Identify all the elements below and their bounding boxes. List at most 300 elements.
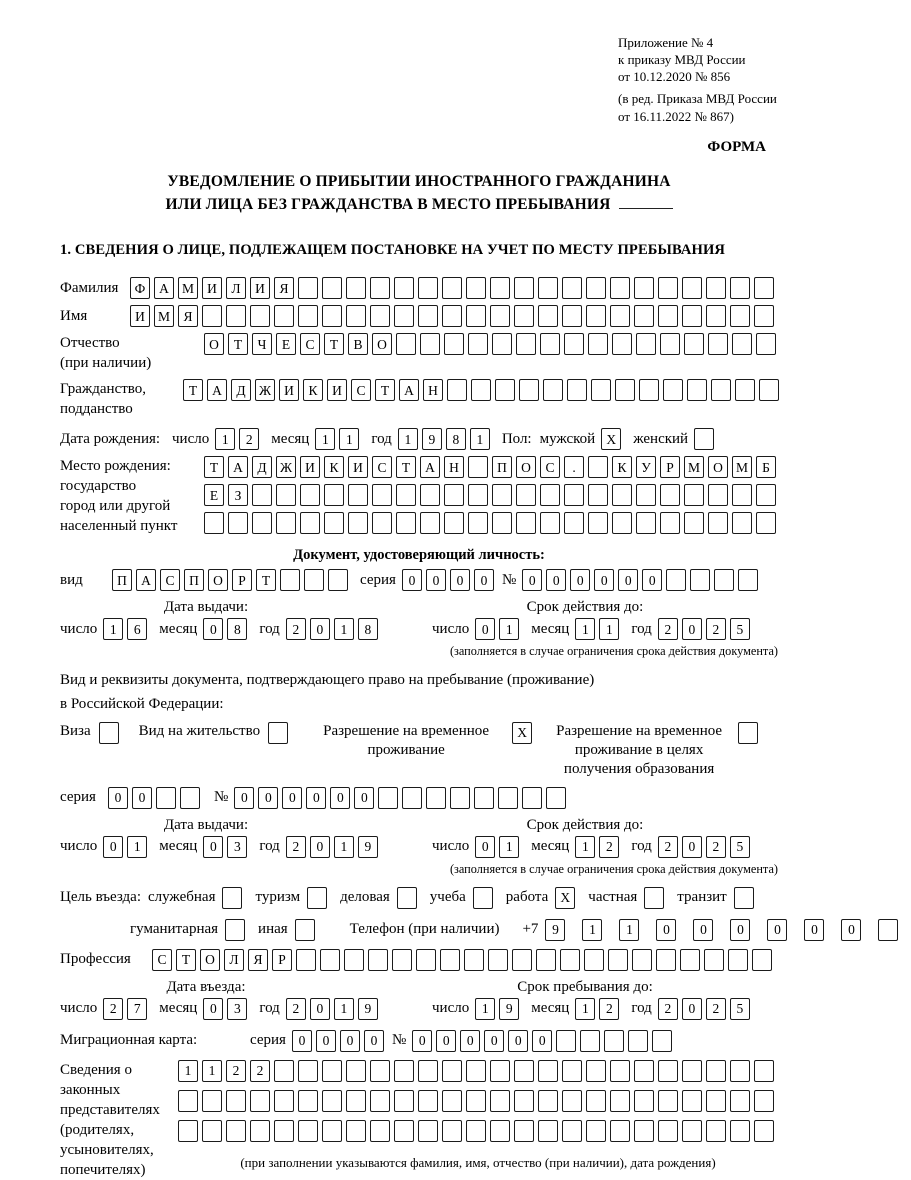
char-box[interactable] [562, 277, 582, 299]
char-box[interactable] [660, 512, 680, 534]
purpose-transit-checkbox[interactable] [734, 887, 754, 909]
char-box[interactable]: Д [252, 456, 272, 478]
char-box[interactable]: О [372, 333, 392, 355]
char-box[interactable]: 2 [103, 998, 123, 1020]
char-box[interactable] [610, 1090, 630, 1112]
char-box[interactable] [632, 949, 652, 971]
char-box[interactable] [878, 919, 898, 941]
char-box[interactable] [392, 949, 412, 971]
char-box[interactable]: 0 [310, 836, 330, 858]
char-box[interactable]: С [540, 456, 560, 478]
char-box[interactable] [588, 484, 608, 506]
char-box[interactable] [604, 1030, 624, 1052]
char-box[interactable]: С [300, 333, 320, 355]
char-box[interactable] [546, 787, 566, 809]
char-box[interactable] [735, 379, 755, 401]
char-box[interactable] [658, 1090, 678, 1112]
char-box[interactable] [370, 1060, 390, 1082]
char-box[interactable] [178, 1090, 198, 1112]
char-box[interactable] [442, 1060, 462, 1082]
char-box[interactable]: О [200, 949, 220, 971]
char-box[interactable] [634, 1060, 654, 1082]
char-box[interactable]: 1 [339, 428, 359, 450]
char-box[interactable] [682, 277, 702, 299]
char-box[interactable]: 1 [178, 1060, 198, 1082]
char-box[interactable] [402, 787, 422, 809]
char-box[interactable] [298, 277, 318, 299]
char-box[interactable] [656, 949, 676, 971]
char-box[interactable]: 5 [730, 836, 750, 858]
char-box[interactable] [226, 1120, 246, 1142]
char-box[interactable] [658, 277, 678, 299]
char-box[interactable]: П [492, 456, 512, 478]
char-box[interactable] [516, 333, 536, 355]
char-box[interactable]: 0 [682, 618, 702, 640]
char-box[interactable] [536, 949, 556, 971]
char-box[interactable] [322, 305, 342, 327]
char-box[interactable]: 9 [422, 428, 442, 450]
char-box[interactable] [759, 379, 779, 401]
char-box[interactable] [615, 379, 635, 401]
char-box[interactable]: 1 [215, 428, 235, 450]
char-box[interactable]: 1 [398, 428, 418, 450]
char-box[interactable] [442, 1090, 462, 1112]
char-box[interactable] [322, 1120, 342, 1142]
char-box[interactable] [178, 1120, 198, 1142]
char-box[interactable]: 2 [658, 998, 678, 1020]
char-box[interactable] [348, 484, 368, 506]
char-box[interactable] [610, 305, 630, 327]
char-box[interactable]: 0 [508, 1030, 528, 1052]
char-box[interactable] [156, 787, 176, 809]
char-box[interactable]: 0 [203, 836, 223, 858]
char-box[interactable]: О [708, 456, 728, 478]
residence-permit-checkbox[interactable] [268, 722, 288, 744]
char-box[interactable] [274, 1120, 294, 1142]
char-box[interactable] [466, 1090, 486, 1112]
char-box[interactable]: Т [204, 456, 224, 478]
char-box[interactable] [298, 305, 318, 327]
char-box[interactable] [490, 1120, 510, 1142]
char-box[interactable]: 3 [227, 836, 247, 858]
char-box[interactable]: С [160, 569, 180, 591]
char-box[interactable] [756, 333, 776, 355]
char-box[interactable] [682, 1090, 702, 1112]
char-box[interactable] [708, 333, 728, 355]
char-box[interactable] [708, 512, 728, 534]
char-box[interactable] [538, 1060, 558, 1082]
char-box[interactable]: 0 [730, 919, 750, 941]
char-box[interactable]: 0 [682, 836, 702, 858]
char-box[interactable] [276, 512, 296, 534]
char-box[interactable]: 0 [618, 569, 638, 591]
char-box[interactable] [466, 1060, 486, 1082]
char-box[interactable] [250, 1090, 270, 1112]
char-box[interactable]: 9 [545, 919, 565, 941]
char-box[interactable]: У [636, 456, 656, 478]
char-box[interactable] [634, 305, 654, 327]
char-box[interactable] [274, 1090, 294, 1112]
char-box[interactable]: 0 [804, 919, 824, 941]
char-box[interactable] [738, 569, 758, 591]
char-box[interactable] [372, 484, 392, 506]
char-box[interactable]: 1 [127, 836, 147, 858]
char-box[interactable] [304, 569, 324, 591]
char-box[interactable]: 5 [730, 998, 750, 1020]
char-box[interactable]: 0 [475, 618, 495, 640]
char-box[interactable] [564, 512, 584, 534]
char-box[interactable]: А [228, 456, 248, 478]
char-box[interactable] [556, 1030, 576, 1052]
char-box[interactable]: С [372, 456, 392, 478]
char-box[interactable] [636, 512, 656, 534]
purpose-tourism-checkbox[interactable] [307, 887, 327, 909]
char-box[interactable]: Н [423, 379, 443, 401]
char-box[interactable] [300, 484, 320, 506]
char-box[interactable] [320, 949, 340, 971]
char-box[interactable] [684, 333, 704, 355]
char-box[interactable]: 0 [234, 787, 254, 809]
char-box[interactable]: Б [756, 456, 776, 478]
char-box[interactable] [418, 277, 438, 299]
char-box[interactable] [298, 1090, 318, 1112]
char-box[interactable] [444, 333, 464, 355]
char-box[interactable]: 0 [570, 569, 590, 591]
char-box[interactable]: 0 [682, 998, 702, 1020]
char-box[interactable] [252, 512, 272, 534]
char-box[interactable] [250, 1120, 270, 1142]
char-box[interactable]: 3 [227, 998, 247, 1020]
char-box[interactable] [732, 512, 752, 534]
char-box[interactable] [418, 1060, 438, 1082]
char-box[interactable] [754, 1120, 774, 1142]
char-box[interactable]: 1 [334, 998, 354, 1020]
char-box[interactable]: 9 [499, 998, 519, 1020]
char-box[interactable]: Я [274, 277, 294, 299]
char-box[interactable]: Д [231, 379, 251, 401]
char-box[interactable] [468, 456, 488, 478]
char-box[interactable] [564, 484, 584, 506]
char-box[interactable] [490, 1090, 510, 1112]
char-box[interactable]: О [204, 333, 224, 355]
char-box[interactable] [538, 305, 558, 327]
char-box[interactable] [538, 1120, 558, 1142]
char-box[interactable] [370, 277, 390, 299]
char-box[interactable]: Ч [252, 333, 272, 355]
char-box[interactable] [634, 1090, 654, 1112]
char-box[interactable] [442, 277, 462, 299]
char-box[interactable]: Т [228, 333, 248, 355]
char-box[interactable] [474, 787, 494, 809]
char-box[interactable] [591, 379, 611, 401]
char-box[interactable]: Л [224, 949, 244, 971]
char-box[interactable]: И [279, 379, 299, 401]
char-box[interactable] [652, 1030, 672, 1052]
char-box[interactable] [540, 484, 560, 506]
char-box[interactable]: 0 [132, 787, 152, 809]
char-box[interactable] [714, 569, 734, 591]
char-box[interactable]: 0 [412, 1030, 432, 1052]
char-box[interactable] [492, 512, 512, 534]
purpose-private-checkbox[interactable] [644, 887, 664, 909]
char-box[interactable]: 0 [310, 618, 330, 640]
char-box[interactable] [687, 379, 707, 401]
char-box[interactable] [346, 1060, 366, 1082]
char-box[interactable] [444, 512, 464, 534]
char-box[interactable]: И [327, 379, 347, 401]
char-box[interactable] [538, 277, 558, 299]
char-box[interactable]: Я [178, 305, 198, 327]
char-box[interactable] [732, 484, 752, 506]
char-box[interactable] [680, 949, 700, 971]
char-box[interactable] [754, 277, 774, 299]
char-box[interactable]: 2 [286, 998, 306, 1020]
char-box[interactable]: М [154, 305, 174, 327]
char-box[interactable] [180, 787, 200, 809]
char-box[interactable]: 0 [364, 1030, 384, 1052]
char-box[interactable] [514, 1060, 534, 1082]
char-box[interactable] [324, 484, 344, 506]
char-box[interactable] [636, 333, 656, 355]
char-box[interactable] [418, 1090, 438, 1112]
char-box[interactable]: 2 [239, 428, 259, 450]
char-box[interactable] [639, 379, 659, 401]
char-box[interactable]: И [250, 277, 270, 299]
char-box[interactable]: 0 [316, 1030, 336, 1052]
char-box[interactable] [442, 305, 462, 327]
char-box[interactable] [447, 379, 467, 401]
char-box[interactable] [426, 787, 446, 809]
char-box[interactable] [274, 305, 294, 327]
char-box[interactable]: 0 [841, 919, 861, 941]
char-box[interactable]: 1 [202, 1060, 222, 1082]
char-box[interactable]: Ж [276, 456, 296, 478]
char-box[interactable] [368, 949, 388, 971]
char-box[interactable] [370, 1090, 390, 1112]
char-box[interactable] [708, 484, 728, 506]
char-box[interactable]: 0 [310, 998, 330, 1020]
char-box[interactable]: 8 [227, 618, 247, 640]
char-box[interactable] [322, 1090, 342, 1112]
char-box[interactable] [346, 1090, 366, 1112]
char-box[interactable]: Я [248, 949, 268, 971]
visa-checkbox[interactable] [99, 722, 119, 744]
char-box[interactable]: 9 [358, 998, 378, 1020]
char-box[interactable] [444, 484, 464, 506]
char-box[interactable] [608, 949, 628, 971]
char-box[interactable] [512, 949, 532, 971]
char-box[interactable]: 0 [436, 1030, 456, 1052]
char-box[interactable]: 2 [658, 836, 678, 858]
char-box[interactable] [586, 1090, 606, 1112]
char-box[interactable] [466, 277, 486, 299]
char-box[interactable]: С [152, 949, 172, 971]
char-box[interactable] [732, 333, 752, 355]
char-box[interactable] [612, 512, 632, 534]
char-box[interactable] [567, 379, 587, 401]
char-box[interactable] [564, 333, 584, 355]
purpose-humanitarian-checkbox[interactable] [225, 919, 245, 941]
char-box[interactable]: 1 [599, 618, 619, 640]
char-box[interactable]: 0 [532, 1030, 552, 1052]
char-box[interactable]: 2 [226, 1060, 246, 1082]
char-box[interactable]: Т [176, 949, 196, 971]
char-box[interactable] [580, 1030, 600, 1052]
char-box[interactable]: Т [375, 379, 395, 401]
char-box[interactable] [202, 1120, 222, 1142]
char-box[interactable] [344, 949, 364, 971]
char-box[interactable]: 0 [340, 1030, 360, 1052]
char-box[interactable] [202, 305, 222, 327]
char-box[interactable]: М [684, 456, 704, 478]
char-box[interactable] [586, 1120, 606, 1142]
char-box[interactable]: 6 [127, 618, 147, 640]
char-box[interactable] [538, 1090, 558, 1112]
char-box[interactable]: 1 [499, 836, 519, 858]
char-box[interactable] [322, 277, 342, 299]
char-box[interactable] [274, 1060, 294, 1082]
char-box[interactable] [346, 1120, 366, 1142]
char-box[interactable]: Н [444, 456, 464, 478]
char-box[interactable]: 1 [334, 836, 354, 858]
char-box[interactable] [468, 484, 488, 506]
char-box[interactable]: 2 [706, 998, 726, 1020]
char-box[interactable]: 5 [730, 618, 750, 640]
char-box[interactable] [298, 1060, 318, 1082]
char-box[interactable] [660, 333, 680, 355]
char-box[interactable] [730, 305, 750, 327]
char-box[interactable] [560, 949, 580, 971]
char-box[interactable] [468, 333, 488, 355]
purpose-business-checkbox[interactable] [397, 887, 417, 909]
char-box[interactable] [498, 787, 518, 809]
char-box[interactable]: Е [204, 484, 224, 506]
char-box[interactable]: 0 [656, 919, 676, 941]
char-box[interactable] [418, 1120, 438, 1142]
char-box[interactable] [634, 277, 654, 299]
char-box[interactable] [516, 484, 536, 506]
char-box[interactable]: 0 [292, 1030, 312, 1052]
char-box[interactable]: В [348, 333, 368, 355]
char-box[interactable] [562, 305, 582, 327]
char-box[interactable] [420, 512, 440, 534]
char-box[interactable]: А [420, 456, 440, 478]
char-box[interactable] [466, 305, 486, 327]
char-box[interactable] [492, 484, 512, 506]
char-box[interactable] [586, 277, 606, 299]
char-box[interactable] [298, 1120, 318, 1142]
char-box[interactable] [378, 787, 398, 809]
char-box[interactable] [704, 949, 724, 971]
char-box[interactable] [396, 333, 416, 355]
char-box[interactable]: Е [276, 333, 296, 355]
char-box[interactable] [610, 1060, 630, 1082]
char-box[interactable] [468, 512, 488, 534]
char-box[interactable] [514, 277, 534, 299]
char-box[interactable] [226, 305, 246, 327]
char-box[interactable] [706, 1120, 726, 1142]
char-box[interactable]: 1 [103, 618, 123, 640]
char-box[interactable] [706, 1060, 726, 1082]
char-box[interactable] [250, 305, 270, 327]
char-box[interactable] [752, 949, 772, 971]
char-box[interactable] [754, 1090, 774, 1112]
char-box[interactable]: 0 [594, 569, 614, 591]
char-box[interactable]: А [399, 379, 419, 401]
char-box[interactable]: 0 [354, 787, 374, 809]
purpose-other-checkbox[interactable] [295, 919, 315, 941]
char-box[interactable] [628, 1030, 648, 1052]
char-box[interactable] [612, 333, 632, 355]
char-box[interactable]: 1 [582, 919, 602, 941]
char-box[interactable] [663, 379, 683, 401]
char-box[interactable] [690, 569, 710, 591]
char-box[interactable]: 1 [315, 428, 335, 450]
char-box[interactable]: Ф [130, 277, 150, 299]
char-box[interactable]: 0 [306, 787, 326, 809]
char-box[interactable]: 1 [575, 998, 595, 1020]
char-box[interactable]: 0 [767, 919, 787, 941]
char-box[interactable] [488, 949, 508, 971]
char-box[interactable]: 2 [250, 1060, 270, 1082]
char-box[interactable]: А [154, 277, 174, 299]
char-box[interactable] [706, 1090, 726, 1112]
char-box[interactable] [280, 569, 300, 591]
char-box[interactable] [682, 305, 702, 327]
char-box[interactable] [490, 277, 510, 299]
char-box[interactable]: 1 [499, 618, 519, 640]
char-box[interactable] [682, 1060, 702, 1082]
char-box[interactable]: 1 [470, 428, 490, 450]
char-box[interactable] [276, 484, 296, 506]
char-box[interactable]: С [351, 379, 371, 401]
char-box[interactable]: Р [272, 949, 292, 971]
char-box[interactable] [584, 949, 604, 971]
char-box[interactable]: Т [324, 333, 344, 355]
char-box[interactable]: Т [396, 456, 416, 478]
char-box[interactable] [660, 484, 680, 506]
temp-residence-checkbox[interactable]: X [512, 722, 532, 744]
char-box[interactable] [442, 1120, 462, 1142]
char-box[interactable] [543, 379, 563, 401]
char-box[interactable] [396, 512, 416, 534]
char-box[interactable]: 7 [127, 998, 147, 1020]
temp-residence-education-checkbox[interactable] [738, 722, 758, 744]
char-box[interactable]: 2 [706, 836, 726, 858]
char-box[interactable] [636, 484, 656, 506]
char-box[interactable] [756, 484, 776, 506]
char-box[interactable]: 1 [334, 618, 354, 640]
char-box[interactable] [610, 277, 630, 299]
char-box[interactable] [562, 1120, 582, 1142]
char-box[interactable] [495, 379, 515, 401]
char-box[interactable]: 0 [203, 998, 223, 1020]
char-box[interactable] [348, 512, 368, 534]
char-box[interactable]: 0 [642, 569, 662, 591]
purpose-official-checkbox[interactable] [222, 887, 242, 909]
char-box[interactable] [522, 787, 542, 809]
char-box[interactable] [370, 1120, 390, 1142]
char-box[interactable] [562, 1060, 582, 1082]
char-box[interactable]: 8 [358, 618, 378, 640]
char-box[interactable] [466, 1120, 486, 1142]
char-box[interactable] [540, 512, 560, 534]
char-box[interactable] [684, 512, 704, 534]
char-box[interactable] [519, 379, 539, 401]
char-box[interactable] [754, 305, 774, 327]
char-box[interactable] [346, 277, 366, 299]
char-box[interactable]: 0 [108, 787, 128, 809]
